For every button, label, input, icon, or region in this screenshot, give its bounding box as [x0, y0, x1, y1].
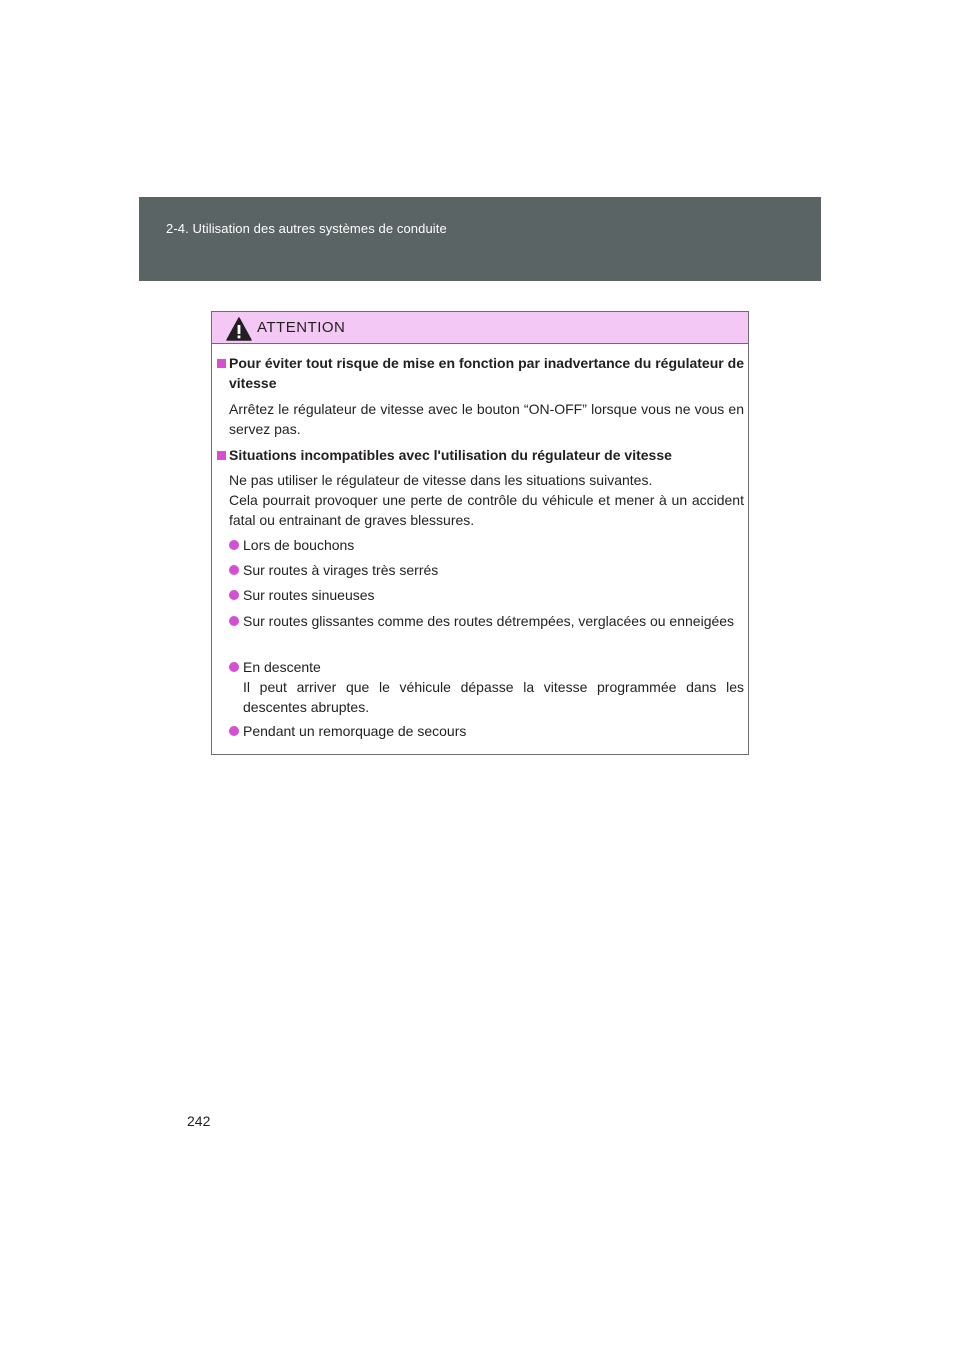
paragraph: Ne pas utiliser le régulateur de vitesse dans les situations suivantes.	[229, 472, 653, 488]
list-item: Lors de bouchons	[229, 535, 744, 555]
list-item: Sur routes à virages très serrés	[229, 560, 744, 580]
list-item: Pendant un remorquage de secours	[229, 721, 744, 741]
list-item-note: Il peut arriver que le véhicule dépasse la vitesse programmée dans les descentes abruptes.	[243, 679, 744, 715]
list-item: Sur routes sinueuses	[229, 585, 744, 605]
square-bullet-icon	[217, 451, 226, 460]
paragraph: Arrêtez le régulateur de vitesse avec le bouton “ON-OFF” lorsque vous ne vous en servez pas.	[229, 401, 744, 437]
section-heading	[217, 353, 744, 393]
section-title: 2-4. Utilisation des autres systèmes de conduite	[166, 221, 447, 236]
paragraph: Cela pourrait provoquer une perte de contrôle du véhicule et mener à un accident fatal ou entrainant de graves blessures.	[229, 492, 744, 528]
attention-box	[211, 311, 749, 755]
section-header-band	[139, 197, 821, 281]
circle-bullet-icon	[229, 540, 239, 550]
circle-bullet-icon	[229, 565, 239, 575]
page-number: 242	[187, 1113, 211, 1129]
circle-bullet-icon	[229, 662, 239, 672]
attention-label: ATTENTION	[257, 319, 346, 336]
warning-triangle-icon	[226, 317, 252, 341]
section-heading	[217, 445, 744, 465]
square-bullet-icon	[217, 359, 226, 368]
list-item: En descente Il peut arriver que le véhicule dépasse la vitesse programmée dans les descentes abruptes.	[229, 657, 744, 717]
circle-bullet-icon	[229, 726, 239, 736]
section-heading-text: Situations incompatibles avec l'utilisation du régulateur de vitesse	[229, 447, 672, 463]
section-heading-text: Pour éviter tout risque de mise en fonction par inadvertance du régulateur de vitesse	[229, 355, 744, 391]
list-item: Sur routes glissantes comme des routes détrempées, verglacées ou enneigées	[229, 611, 744, 631]
attention-header	[212, 312, 748, 344]
circle-bullet-icon	[229, 616, 239, 626]
circle-bullet-icon	[229, 590, 239, 600]
